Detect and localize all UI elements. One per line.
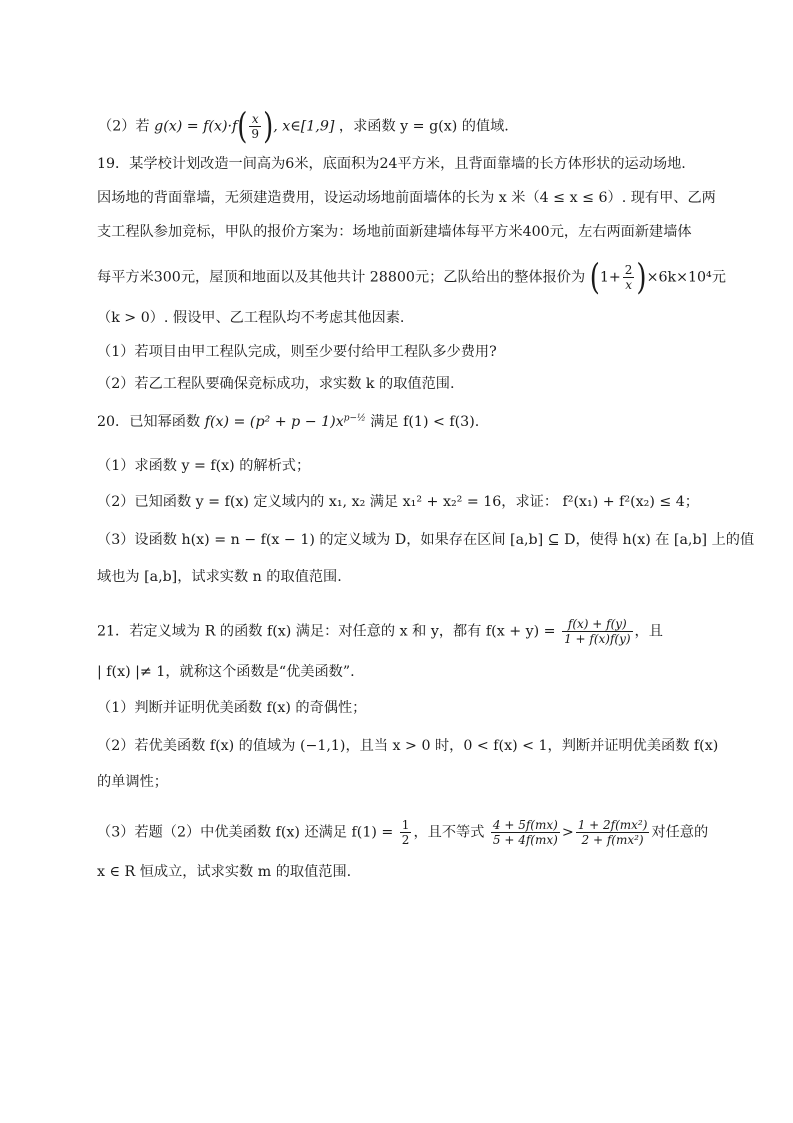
q21-part3-mid: ，且不等式	[413, 824, 485, 841]
q19-line1: 19．某学校计划改造一间高为6米，底面积为24平方米，且背面靠墙的长方体形状的运动场地.	[97, 156, 686, 172]
q21-part3-line2: x ∈ R 恒成立，试求实数 m 的取值范围.	[97, 864, 352, 880]
q21-part2-line1: （2）若优美函数 f(x) 的值域为 (−1,1)，且当 x > 0 时，0 < f(x) < 1，判断并证明优美函数 f(x)	[97, 738, 719, 754]
q20-part3-line1: （3）设函数 h(x) = n − f(x − 1) 的定义域为 D，如果存在区间 [a,b] ⊆ D，使得 h(x) 在 [a,b] 上的值	[97, 532, 755, 548]
q19-line4: 每平方米300元，屋顶和地面以及其他共计 28800元；乙队给出的整体报价为 (1+ $\frac{2}{x}$ )×6k×10⁴元	[97, 257, 726, 298]
q21-part2-line2: 的单调性；	[97, 774, 168, 790]
q18-part2-domain: , x∈[1,9]	[273, 118, 335, 135]
q20-part3-line2: 域也为 [a,b]，试求实数 n 的取值范围.	[97, 569, 342, 585]
q19-line2: 因场地的背面靠墙，无须建造费用，设运动场地前面墙体的长为 x 米（4 ≤ x ≤ 6）. 现有甲、乙两	[97, 190, 716, 206]
paren-right: )	[263, 106, 274, 147]
q21-part1: （1）判断并证明优美函数 f(x) 的奇偶性；	[97, 700, 367, 716]
q20-part2-text: （2）已知函数 y = f(x) 定义域内的 x₁, x₂ 满足 x₁² + x₂² = 16，求证：	[97, 494, 559, 510]
q19-part2: （2）若乙工程队要确保竞标成功，求实数 k 的取值范围.	[97, 376, 455, 392]
q21-line2: | f(x) |≠ 1，就称这个函数是“优美函数”.	[97, 664, 355, 680]
q19-line5: （k > 0）. 假设甲、乙工程队均不考虑其他因素.	[97, 310, 405, 326]
q19-line4-tail: ×6k×10⁴元	[646, 269, 726, 286]
q18-part2-tail: ，求函数 y = g(x) 的值域.	[338, 118, 509, 135]
q20-line1-text: 20．已知幂函数	[97, 414, 201, 430]
q20-power-function: $f(x) = (p^2 + p - 1)x^{p-\frac{1}{2}}$	[204, 413, 366, 430]
q19-part1: （1）若项目由甲工程队完成，则至少要付给甲工程队多少费用?	[97, 344, 497, 360]
q21-line1	[97, 617, 697, 646]
q21-part3-text: （3）若题（2）中优美函数 f(x) 还满足 f(1) =	[97, 824, 394, 841]
fraction-2-over-x: $\frac{2}{x}$	[624, 263, 633, 292]
q19-line3: 支工程队参加竞标，甲队的报价方案为：场地前面新建墙体每平方米400元，左右两面新建墙体	[97, 224, 692, 240]
q20-line1	[97, 412, 697, 432]
q18-part2-label: （2）若	[98, 118, 150, 135]
fraction-one-half: $\frac{1}{2}$	[401, 818, 410, 847]
q18-part2	[98, 106, 698, 147]
q20-part1: （1）求函数 y = f(x) 的解析式；	[97, 458, 311, 474]
fraction-addition-formula: $\frac{f(x) + f(y)}{1 + f(x)f(y)}$	[564, 617, 631, 646]
q20-part2-claim: f²(x₁) + f²(x₂) ≤ 4；	[562, 494, 699, 510]
q21-part3-line1: （3）若题（2）中优美函数 f(x) 还满足 f(1) = $\frac{1}{2}$ ，且不等式 $\frac{4 + 5f(mx)}{5 + 4f(mx)}$ > $\frac{\text{1 + 2f(mx²)}}{\text{2 + f(mx²)}}$ 对任意的	[97, 818, 709, 847]
q20-line1-condition: 满足 f(1) < f(3).	[370, 414, 480, 430]
fraction-x-over-9: $\frac{x}{9}$	[251, 112, 260, 141]
q21-line1-text: 21．若定义域为 R 的函数 f(x) 满足：对任意的 x 和 y，都有 f(x + y) =	[97, 623, 556, 640]
fraction-inequality-right: $\frac{\text{1 + 2f(mx²)}}{\text{2 + f(mx²)}}$	[577, 818, 648, 847]
fraction-inequality-left: $\frac{4 + 5f(mx)}{5 + 4f(mx)}$	[492, 818, 558, 847]
paren-left: (	[237, 106, 248, 147]
q21-part3-after: 对任意的	[651, 824, 709, 841]
q19-line4-text: 每平方米300元，屋顶和地面以及其他共计 28800元；乙队给出的整体报价为	[97, 269, 586, 286]
q20-part2	[97, 492, 697, 512]
q18-part2-expr-left: g(x) = f(x)·f	[154, 118, 238, 135]
q21-line1-tail: ，且	[634, 623, 663, 640]
